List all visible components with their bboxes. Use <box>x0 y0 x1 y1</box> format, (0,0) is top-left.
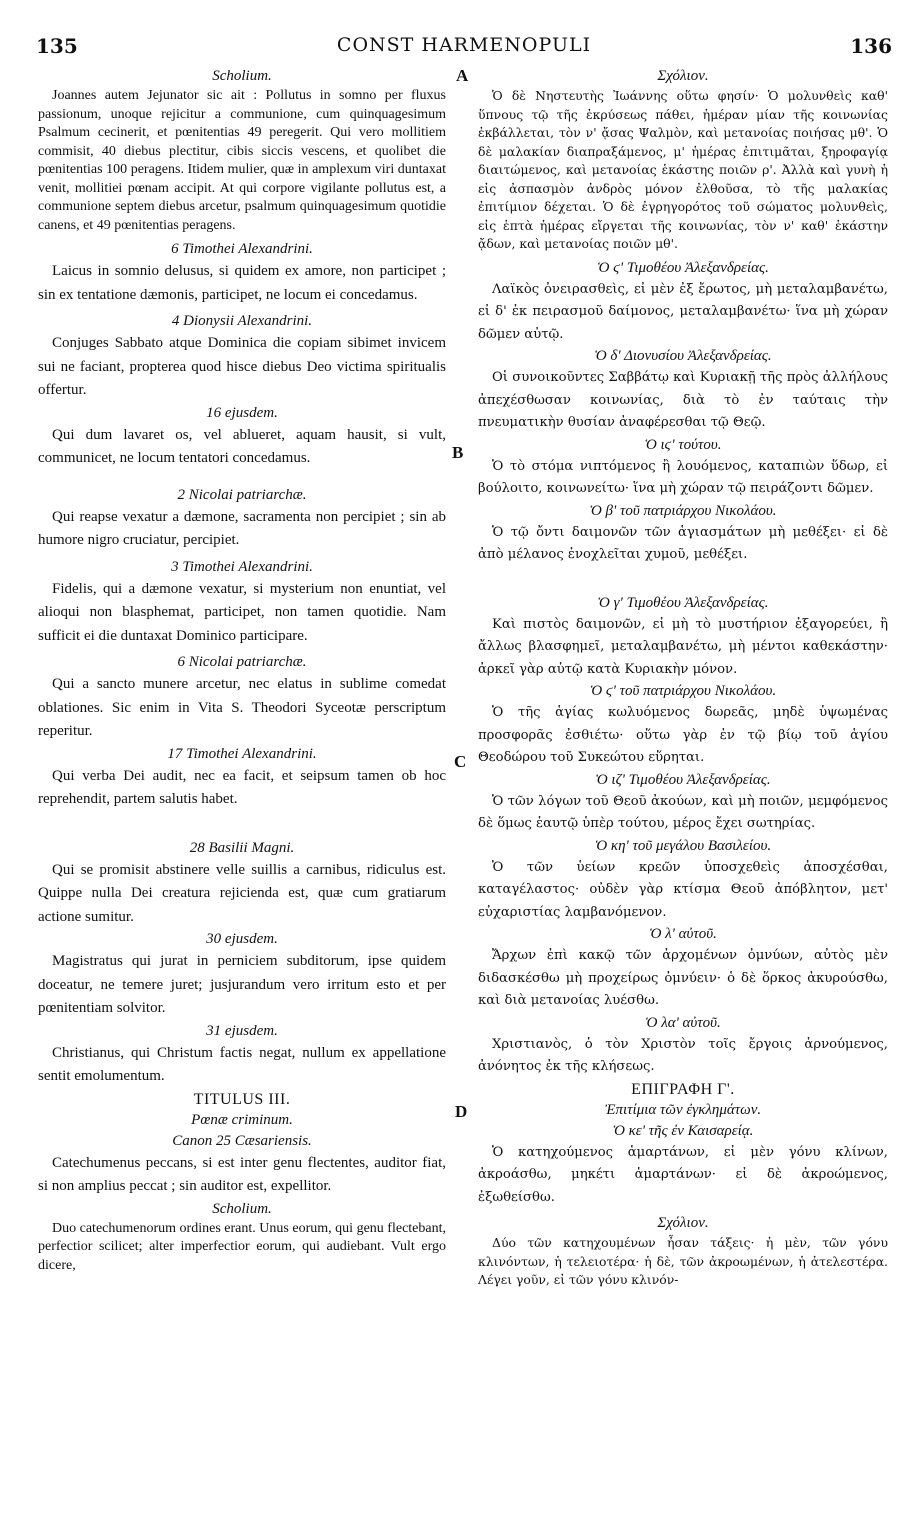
section-heading: Ὁ β' τοῦ πατριάρχου Νικολάου. <box>589 502 777 519</box>
scholium-heading: Scholium. <box>212 1200 272 1217</box>
scholium-text: Δύο τῶν κατηχουμένων ἦσαν τάξεις· ἡ μὲν, τῶν γόνυ κλινόντων, ἡ τελειοτέρα· ἡ δὲ, τῶν ἀκροωμένων, ἡ ἀτελεστέρα. Λέγει γοῦν, εἰ τῶν γόνυ κλινόν- <box>478 1235 888 1287</box>
section-heading: 2 Nicolai patriarchæ. <box>177 486 307 503</box>
section-heading: Ὁ ϛ' Τιμοθέου Ἀλεξανδρείας. <box>597 259 769 276</box>
section-heading: 3 Timothei Alexandrini. <box>171 558 313 575</box>
section-text: Laicus in somnio delusus, si quidem ex amore, non participet ; sin ex tentatione dæmonis, participet, ne locum ei concedamus. <box>38 263 446 303</box>
section-text: Χριστιανὸς, ὁ τὸν Χριστὸν τοῖς ἔργοις ἀρνούμενος, ἀνόνητος ἐκ τῆς κλήσεως. <box>478 1036 888 1074</box>
section-heading: 16 ejusdem. <box>206 404 278 421</box>
section-text: Qui dum lavaret os, vel ablueret, aquam hausit, si vult, communicet, ne locum tentatori concedamus. <box>38 426 446 466</box>
section-heading: Ὁ ιζ' Τιμοθέου Ἀλεξανδρείας. <box>595 771 771 788</box>
section-heading: Ὁ λα' αὐτοῦ. <box>645 1014 721 1031</box>
running-header <box>36 34 892 60</box>
section-text: Ὁ τῶν ὑείων κρεῶν ὑποσχεθεὶς ἀποσχέσθαι, καταγέλαστος· οὐδὲν γὰρ κτίσμα Θεοῦ ἀπόβλητον, μετ' εὐχαριστίας λαμβανόμενον. <box>478 859 888 920</box>
title-heading: TITULUS III. <box>193 1090 291 1108</box>
section-text: Οἱ συνοικοῦντες Σαββάτῳ καὶ Κυριακῇ τῆς πρὸς ἀλλήλους ἀπεχέσθωσαν κοινωνίας, διὰ τὸ ἐν ταύταις τὴν πνευματικὴν θυσίαν ἀναφέρεσθαι τῷ Θεῷ. <box>478 370 888 430</box>
canon-heading: Canon 25 Cæsariensis. <box>172 1132 312 1149</box>
section-text: Fidelis, qui a dæmone vexatur, si mysterium non enuntiat, vel alioqui non blasphemat, participet, non tamen quotidie. Nam sufficit ei die duntaxat Dominico participare. <box>38 580 446 644</box>
section-text: Magistratus qui jurat in perniciem subditorum, ipse quidem doceatur, ne temere juret; jusjurandum vero irritum esto et per pœnitentiam solvitor. <box>38 953 446 1016</box>
section-text: Ὁ τῷ ὄντι δαιμονῶν τῶν ἁγιασμάτων μὴ μεθέξει· εἰ δὲ ἀπὸ μέλανος ἐνοχλεῖται χυμοῦ, μεθέξει. <box>478 524 888 562</box>
section-text: Qui reapse vexatur a dæmone, sacramenta non percipiet ; sin ab humore nigro cruciatur, percipiet. <box>38 508 446 548</box>
margin-letter-a: A <box>456 66 469 85</box>
section-text: Qui verba Dei audit, nec ea facit, et seipsum tamen ob hoc reprehendit, partem salutis habet. <box>38 767 446 807</box>
scholium-heading: Σχόλιον. <box>657 68 709 84</box>
section-heading: Ὁ ϛ' τοῦ πατριάρχου Νικολάου. <box>589 683 777 699</box>
scholium-text: Ὁ δὲ Νηστευτὴς Ἰωάννης οὕτω φησίν· Ὁ μολυνθεὶς καθ' ὕπνους τῷ τῆς ἐκρύσεως πάθει, ἡμέραν μίαν τῆς κοινωνίας ἐκβάλλεται, τὸν ν' ᾄσας Ψαλμὸν, καὶ μετανοίας ποιήσας μθ'. Ὁ δὲ μαλακίαν διαπραξάμενος, μ' ἡμέρας ἐπιτιμᾶται, ξηροφαγίᾳ διαιτώμενος, καὶ μετανοίας ἑκάστης ποιῶν ρ'. Ἀλλὰ καὶ γυνὴ ἡ εἰς ἀσπασμὸν ἀνδρὸς μόνον ἐλθοῦσα, τὸ τῆς μαλακίας ἐπιτίμιον δέχεται. Ὁ δὲ ἐγρηγορότος τοῦ σώματος μολυνθεὶς, εἰς ἑπτὰ ἡμέρας εἴργεται τῆς κοινωνίας, τὸν ν' καθ' ἑκάστην ᾄδων, καὶ μετανοίας ποιῶν μθ'. <box>478 88 888 251</box>
canon-text: Catechumenus peccans, si est inter genu flectentes, auditor fiat, si non amplius peccat ; sin auditor est, expellitor. <box>38 1154 446 1194</box>
scholium-heading: Σχόλιον. <box>657 1215 709 1231</box>
canon-text: Ὁ κατηχούμενος ἁμαρτάνων, εἰ μὲν γόνυ κλίνων, ἀκροάσθω, μηκέτι ἁμαρτάνων· εἰ δὲ ἀκροώμενος, ἐξωθείσθω. <box>478 1144 888 1205</box>
section-text: Καὶ πιστὸς δαιμονῶν, εἰ μὴ τὸ μυστήριον ἐξαγορεύει, ἢ ἄλλως βλασφημεῖ, μεταλαμβανέτω, μὴ μέντοι καθεκάστην· ἀρκεῖ γὰρ αὐτῷ κατὰ Κυριακὴν μόνον. <box>478 616 888 677</box>
section-heading: 4 Dionysii Alexandrini. <box>171 313 313 329</box>
title-subheading: Ἐπιτίμια τῶν ἐγκλημάτων. <box>604 1101 762 1118</box>
section-text: Ὁ τῶν λόγων τοῦ Θεοῦ ἀκούων, καὶ μὴ ποιῶν, μεμφόμενος δὲ ὅμως ἑαυτῷ ὑπὲρ τούτου, μέρος ἔχει σωτηρίας. <box>478 793 888 831</box>
margin-letter-c: C <box>454 752 467 771</box>
section-heading: Ὁ γ' Τιμοθέου Ἀλεξανδρείας. <box>597 594 769 611</box>
section-text: Qui se promisit abstinere velle suillis a carnibus, ridiculus est. Quippe nulla Dei creatura rejicienda est, quæ cum gratiarum actione sumitur. <box>38 861 446 925</box>
page-number-left: 135 <box>36 34 78 58</box>
title-heading: ΕΠΙΓΡΑΦΗ Γ'. <box>631 1080 735 1098</box>
section-text: Conjuges Sabbato atque Dominica die copiam sibimet invicem sui ne faciant, propterea quod hisce diebus Deo victima spiritualis offertur. <box>38 335 446 398</box>
running-title: CONST HARMENOPULI <box>336 34 592 56</box>
section-heading: 17 Timothei Alexandrini. <box>167 745 317 762</box>
section-heading: Ὁ ιϛ' τούτου. <box>644 436 722 453</box>
section-text: Ἄρχων ἐπὶ κακῷ τῶν ἀρχομένων ὀμνύων, αὐτὸς μὲν διδασκέσθω μὴ προχείρως ὀμνύειν· ὁ δὲ ὅρκος ἀκυρούσθω, καὶ διὰ μετανοίας λυέσθω. <box>478 948 888 1008</box>
canon-heading: Ὁ κε' τῆς ἐν Καισαρείᾳ. <box>612 1122 754 1139</box>
section-heading: Ὁ κη' τοῦ μεγάλου Βασιλείου. <box>594 837 772 854</box>
section-text: Ὁ τὸ στόμα νιπτόμενος ἢ λουόμενος, καταπιὼν ὕδωρ, εἰ βούλοιτο, κοινωνείτω· ἵνα μὴ χώραν τῷ πειράζοντι δῶμεν. <box>478 458 888 496</box>
section-text: Christianus, qui Christum factis negat, nullum ex appellatione sentit emolumentum. <box>38 1044 446 1084</box>
section-heading: 28 Basilii Magni. <box>189 839 295 856</box>
scholium-heading: Scholium. <box>212 68 272 84</box>
section-heading: 6 Timothei Alexandrini. <box>171 241 313 257</box>
latin-column <box>38 66 446 1275</box>
scholium-text: Joannes autem Jejunator sic ait : Pollutus in somno per fluxus passionum, unoque rejicitur a communione, cum quinquagesimum Psalmum cecinerit, et pœnitentias 49 peregerit. Qui vero mollitiem commisit, 40 diebus plectitur, cibis siccis vescens, et quolibet die pœnitentias 100 peragens. Itidem mulier, quæ in amplexum viri duntaxat venit, mollitiei pœnam accipit. At qui corpore vigilante pollutus est, a communione septem diebus arcetur, psalmum quinquagesimum quotidie canens, et 49 pœnitentias peragens. <box>38 88 446 233</box>
section-heading: 6 Nicolai patriarchæ. <box>177 654 307 670</box>
title-subheading: Pœnæ criminum. <box>191 1111 293 1128</box>
scholium-text: Duo catechumenorum ordines erant. Unus eorum, qui genu flectebant, perfectior scilicet; alter imperfectior eorum, qui audiebant. Vult ergo dicere, <box>38 1220 446 1273</box>
section-heading: 30 ejusdem. <box>206 931 278 947</box>
section-text: Λαϊκὸς ὀνειρασθεὶς, εἰ μὲν ἐξ ἔρωτος, μὴ μεταλαμβανέτω, εἰ δ' ἐκ πειρασμοῦ δαίμονος, μεταλαμβανέτω· ἵνα μὴ χώραν δῶμεν αὐτῷ. <box>478 281 888 342</box>
greek-column <box>478 66 888 1290</box>
section-heading: 31 ejusdem. <box>206 1022 278 1039</box>
section-text: Ὁ τῆς ἁγίας κωλυόμενος δωρεᾶς, μηδὲ ὑψωμένας προσφορᾶς ἐσθιέτω· οὕτω γὰρ ἐν τῷ βίῳ τοῦ ἁγίου Θεοδώρου τοῦ Συκεώτου εὕρηται. <box>478 705 888 765</box>
margin-letter-b: B <box>452 443 464 462</box>
margin-letter-d: D <box>455 1102 468 1121</box>
section-text: Qui a sancto munere arcetur, nec elatus in sublime comedat oblationes. Sic enim in Vita S. Theodori Syceotæ perscriptum reperitur. <box>38 676 446 739</box>
section-heading: Ὁ δ' Διονυσίου Ἀλεξανδρείας. <box>594 348 772 364</box>
section-heading: Ὁ λ' αὐτοῦ. <box>649 926 717 942</box>
page-number-right: 136 <box>850 34 892 58</box>
